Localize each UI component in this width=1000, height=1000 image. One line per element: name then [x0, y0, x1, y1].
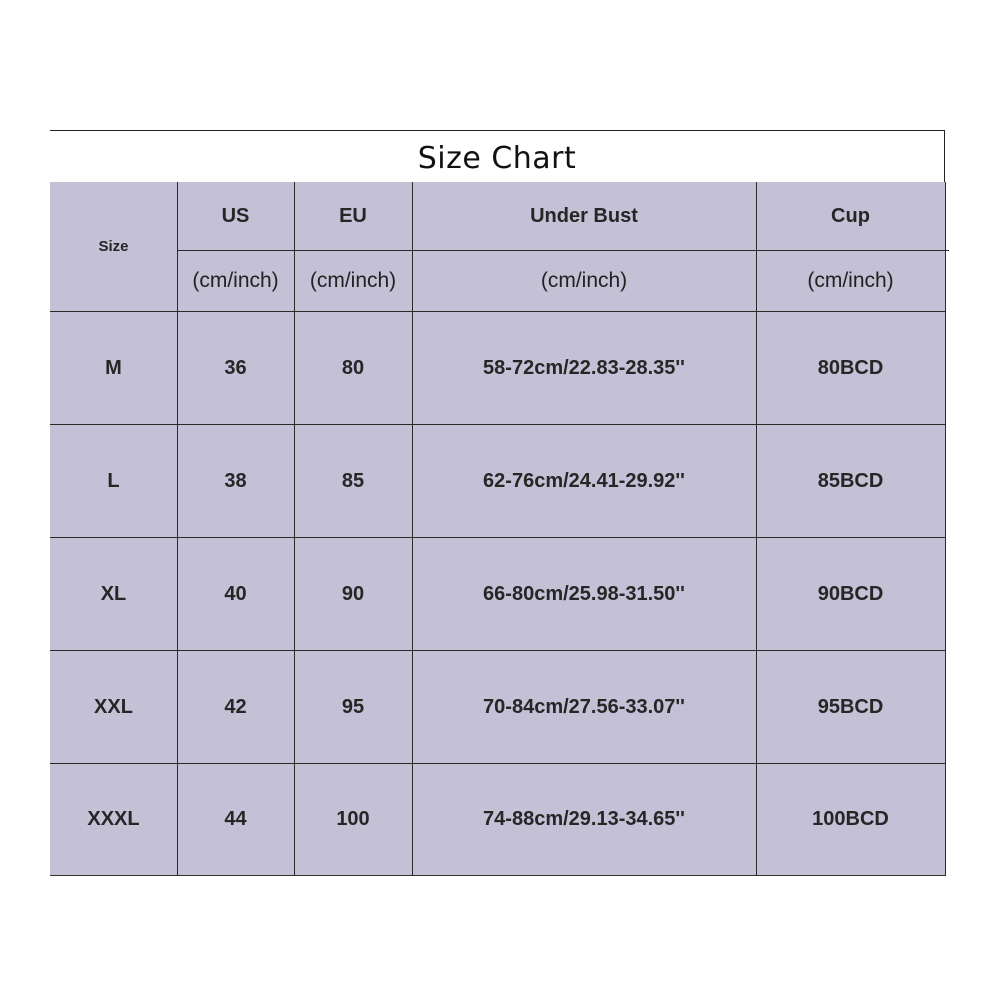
table-cell-cup: 100BCD — [812, 808, 889, 830]
table-cell-under-bust: 70-84cm/27.56-33.07'' — [483, 695, 685, 718]
table-cell-cup: 90BCD — [817, 582, 884, 605]
table-cell-size: M — [105, 356, 122, 379]
header-under-bust: Under Bust — [530, 204, 638, 227]
table-cell-size: L — [107, 469, 120, 492]
table-cell-under-bust: 58-72cm/22.83-28.35'' — [483, 356, 685, 379]
table-cell-under-bust: 62-76cm/24.41-29.92'' — [483, 469, 685, 492]
size-chart — [50, 130, 946, 876]
table-cell-cup: 80BCD — [817, 356, 884, 379]
table-cell-us: 40 — [224, 582, 247, 605]
header-eu-unit: (cm/inch) — [309, 269, 397, 292]
table-cell-under-bust: 66-80cm/25.98-31.50'' — [483, 582, 685, 605]
table-cell-eu: 85 — [341, 469, 365, 492]
table-cell-us: 36 — [224, 356, 247, 379]
header-size: Size — [98, 238, 129, 255]
table-cell-size: XXXL — [87, 808, 140, 830]
table-cell-under-bust: 74-88cm/29.13-34.65'' — [483, 808, 685, 830]
header-us: US — [221, 204, 250, 227]
chart-title: Size Chart — [417, 141, 577, 176]
header-cup-unit: (cm/inch) — [807, 269, 894, 292]
header-us-unit: (cm/inch) — [192, 269, 279, 292]
grid-line — [945, 182, 946, 876]
table-cell-eu: 90 — [341, 582, 365, 605]
title-bar — [50, 130, 945, 182]
table-cell-size: XXL — [94, 695, 133, 718]
table-cell-eu: 80 — [341, 356, 365, 379]
table-cell-cup: 85BCD — [817, 469, 884, 492]
header-under-bust-unit: (cm/inch) — [540, 269, 628, 292]
table-cell-us: 44 — [224, 808, 247, 830]
table-cell-cup: 95BCD — [817, 695, 884, 718]
table-cell-us: 42 — [224, 695, 247, 718]
table-cell-size: XL — [100, 582, 127, 605]
header-eu: EU — [339, 204, 367, 227]
table-cell-eu: 100 — [336, 808, 370, 830]
header-cup: Cup — [831, 204, 870, 227]
size-table — [50, 182, 946, 876]
table-cell-us: 38 — [224, 469, 247, 492]
table-cell-eu: 95 — [341, 695, 365, 718]
